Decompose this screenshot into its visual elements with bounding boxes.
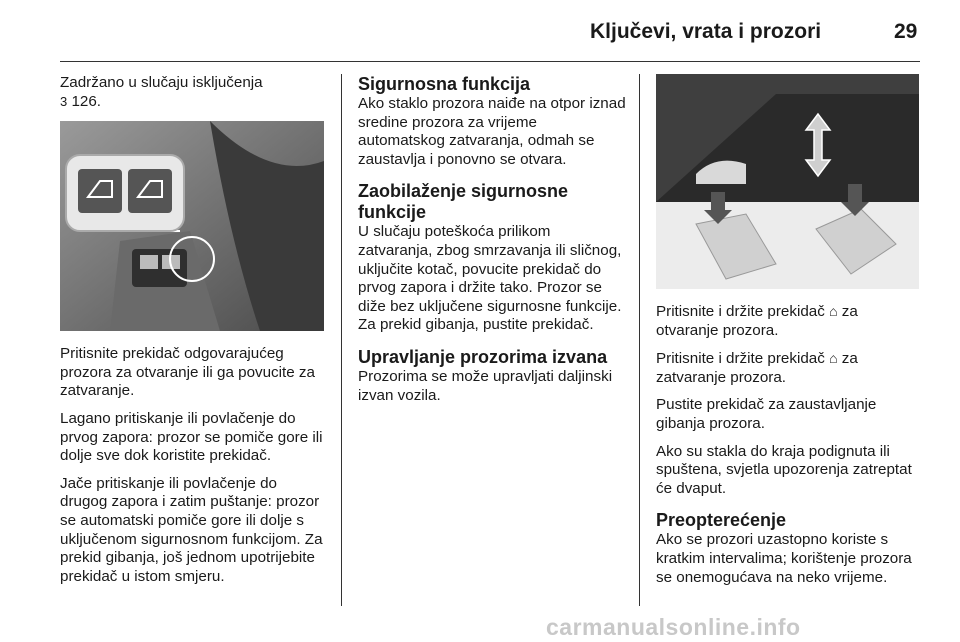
paragraph <box>656 349 916 387</box>
paragraph <box>656 302 916 340</box>
paragraph: U slučaju poteškoća prilikom zatvaranja, zbog smrzavanja ili sličnog, uključite kotač, povucite prekidač do prvog zapora i držite tako. Prozor se diže bez uključene sigurnosne funkcije. Za prekid gibanja, pustite prekidač. <box>358 223 622 334</box>
watermark: carmanualsonline.info <box>546 614 801 640</box>
section-heading: Sigurnosna funkcija <box>358 74 531 94</box>
paragraph: Ako su stakla do kraja podignuta ili spuštena, svjetla upozorenja zatreptat će dvaput. <box>656 442 912 497</box>
text: za otvaranje prozora. <box>656 303 858 339</box>
intro-text <box>60 74 326 111</box>
paragraph: Ako se prozori uzastopno koriste s kratkim intervalima; korištenje prozora se onemogućava na neko vrijeme. <box>656 531 912 586</box>
remote-key-window-illustration <box>656 74 919 289</box>
reference-arrow-icon: 3 <box>60 93 68 109</box>
section-heading: Upravljanje prozorima izvana <box>358 346 608 367</box>
window-close-icon: ⌂ <box>829 350 838 367</box>
text: Pritisnite i držite prekidač <box>656 350 825 368</box>
header-rule <box>60 61 920 62</box>
paragraph: Lagano pritiskanje ili povlačenje do prvog zapora: prozor se pomiče gore ili dolje sve dok koristite prekidač. <box>60 409 323 465</box>
column-2 <box>358 74 626 414</box>
column-divider <box>341 74 342 606</box>
window-switch-photo <box>60 121 324 331</box>
column-divider <box>639 74 640 606</box>
section-heading: Zaobilaženje sigurnosne funkcije <box>358 181 569 223</box>
text: za zatvaranje prozora. <box>656 350 858 386</box>
header-title: Ključevi, vrata i prozori <box>590 20 822 43</box>
paragraph: Prozorima se može upravljati daljinski izvan vozila. <box>358 367 613 404</box>
page-number: 29 <box>894 20 918 43</box>
window-open-icon: ⌂ <box>829 303 838 319</box>
column-3 <box>656 74 916 596</box>
intro-line: Zadržano u slučaju isključenja <box>60 74 263 91</box>
section-heading: Preopterećenje <box>656 510 787 531</box>
paragraph: Jače pritiskanje ili povlačenje do drugog zapora i zatim puštanje: prozor se automatski pomiče gore ili dolje s uključenom sigurnosnom funkcijom. Za prekid gibanja, još jednom upotrijebite prekidač u istom smjeru. <box>60 474 323 585</box>
paragraph: Pustite prekidač za zaustavljanje gibanja prozora. <box>656 396 877 432</box>
paragraph: Ako staklo prozora naiđe na otpor iznad sredine prozora za vrijeme automatskog zatvaranja, odmah se zaustavlja i ponovno se otvara. <box>358 95 626 168</box>
page-reference[interactable]: 126. <box>71 92 102 110</box>
paragraph: Pritisnite prekidač odgovarajućeg prozora za otvaranje ili ga povucite za zatvaranje. <box>60 345 315 400</box>
text: Pritisnite i držite prekidač <box>656 303 825 320</box>
column-1 <box>60 74 326 595</box>
